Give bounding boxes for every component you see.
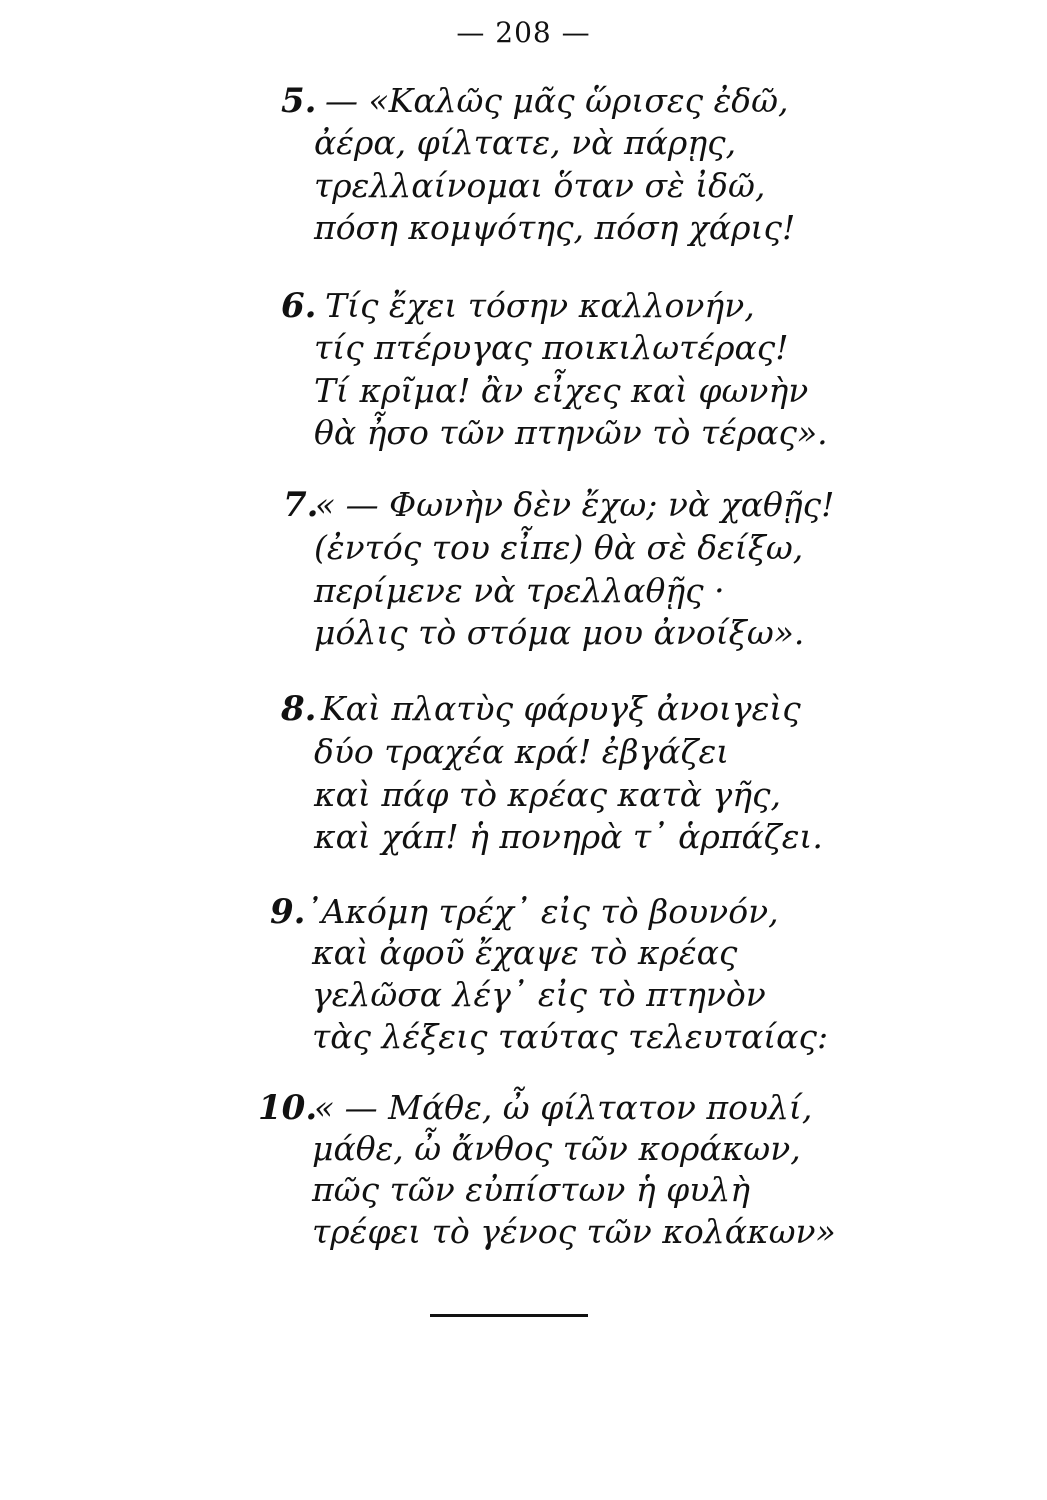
verse-line: δύο τραχέα κρά! ἐβγάζει [314,732,730,771]
verse-line: θὰ ἦσο τῶν πτηνῶν τὸ τέρας». [314,413,828,452]
end-divider [430,1314,588,1317]
stanza-number: 10. [258,1088,318,1128]
verse-line: τὰς λέξεις ταύτας τελευταίας: [312,1017,829,1056]
verse-line: (ἐντός του εἶπε) θὰ σὲ δείξω, [314,528,804,567]
stanza-number: 8. [281,689,317,729]
verse-line: ἀέρα, φίλτατε, νὰ πάρῃς, [314,123,737,162]
verse-line: μόλις τὸ στόμα μου ἀνοίξω». [314,613,805,652]
verse-line: καὶ χάπ! ἡ πονηρὰ τ᾿ ἁρπάζει. [314,817,823,856]
stanza-number: 5. [281,81,317,121]
verse-line: « — Μάθε, ὦ φίλτατον πουλί, [314,1088,813,1127]
verse-line: πῶς τῶν εὐπίστων ἡ φυλὴ [312,1170,751,1209]
verse-line: περίμενε νὰ τρελλαθῇς · [314,571,725,610]
verse-line: γελῶσα λέγ᾿ εἰς τὸ πτηνὸν [312,975,766,1014]
verse-line: Τίς ἔχει τόσην καλλονήν, [325,286,755,325]
verse-line: ᾿Ακόμη τρέχ᾿ εἰς τὸ βουνόν, [305,892,779,931]
verse-line: τίς πτέρυγας ποικιλωτέρας! [314,328,789,367]
stanza-number: 9. [270,892,306,932]
verse-line: καὶ πάφ τὸ κρέας κατὰ γῆς, [314,775,781,814]
verse-line: Καὶ πλατὺς φάρυγξ ἀνοιγεὶς [321,689,801,728]
verse-line: « — Φωνὴν δὲν ἔχω; νὰ χαθῇς! [315,485,835,524]
page-number: — 208 — [456,16,591,49]
verse-line: μάθε, ὦ ἄνθος τῶν κοράκων, [312,1129,801,1168]
verse-line: καὶ ἀφοῦ ἔχαψε τὸ κρέας [312,933,738,972]
verse-line: πόση κομψότης, πόση χάρις! [314,208,796,247]
verse-line: τρελλαίνομαι ὅταν σὲ ἰδῶ, [314,166,766,205]
verse-line: τρέφει τὸ γένος τῶν κολάκων» [312,1212,836,1251]
verse-line: Τί κρῖμα! ἂν εἶχες καὶ φωνὴν [314,371,809,410]
stanza-number: 7. [283,485,319,525]
stanza-number: 6. [281,286,317,326]
verse-line: — «Καλῶς μᾶς ὥρισες ἐδῶ, [325,81,789,120]
